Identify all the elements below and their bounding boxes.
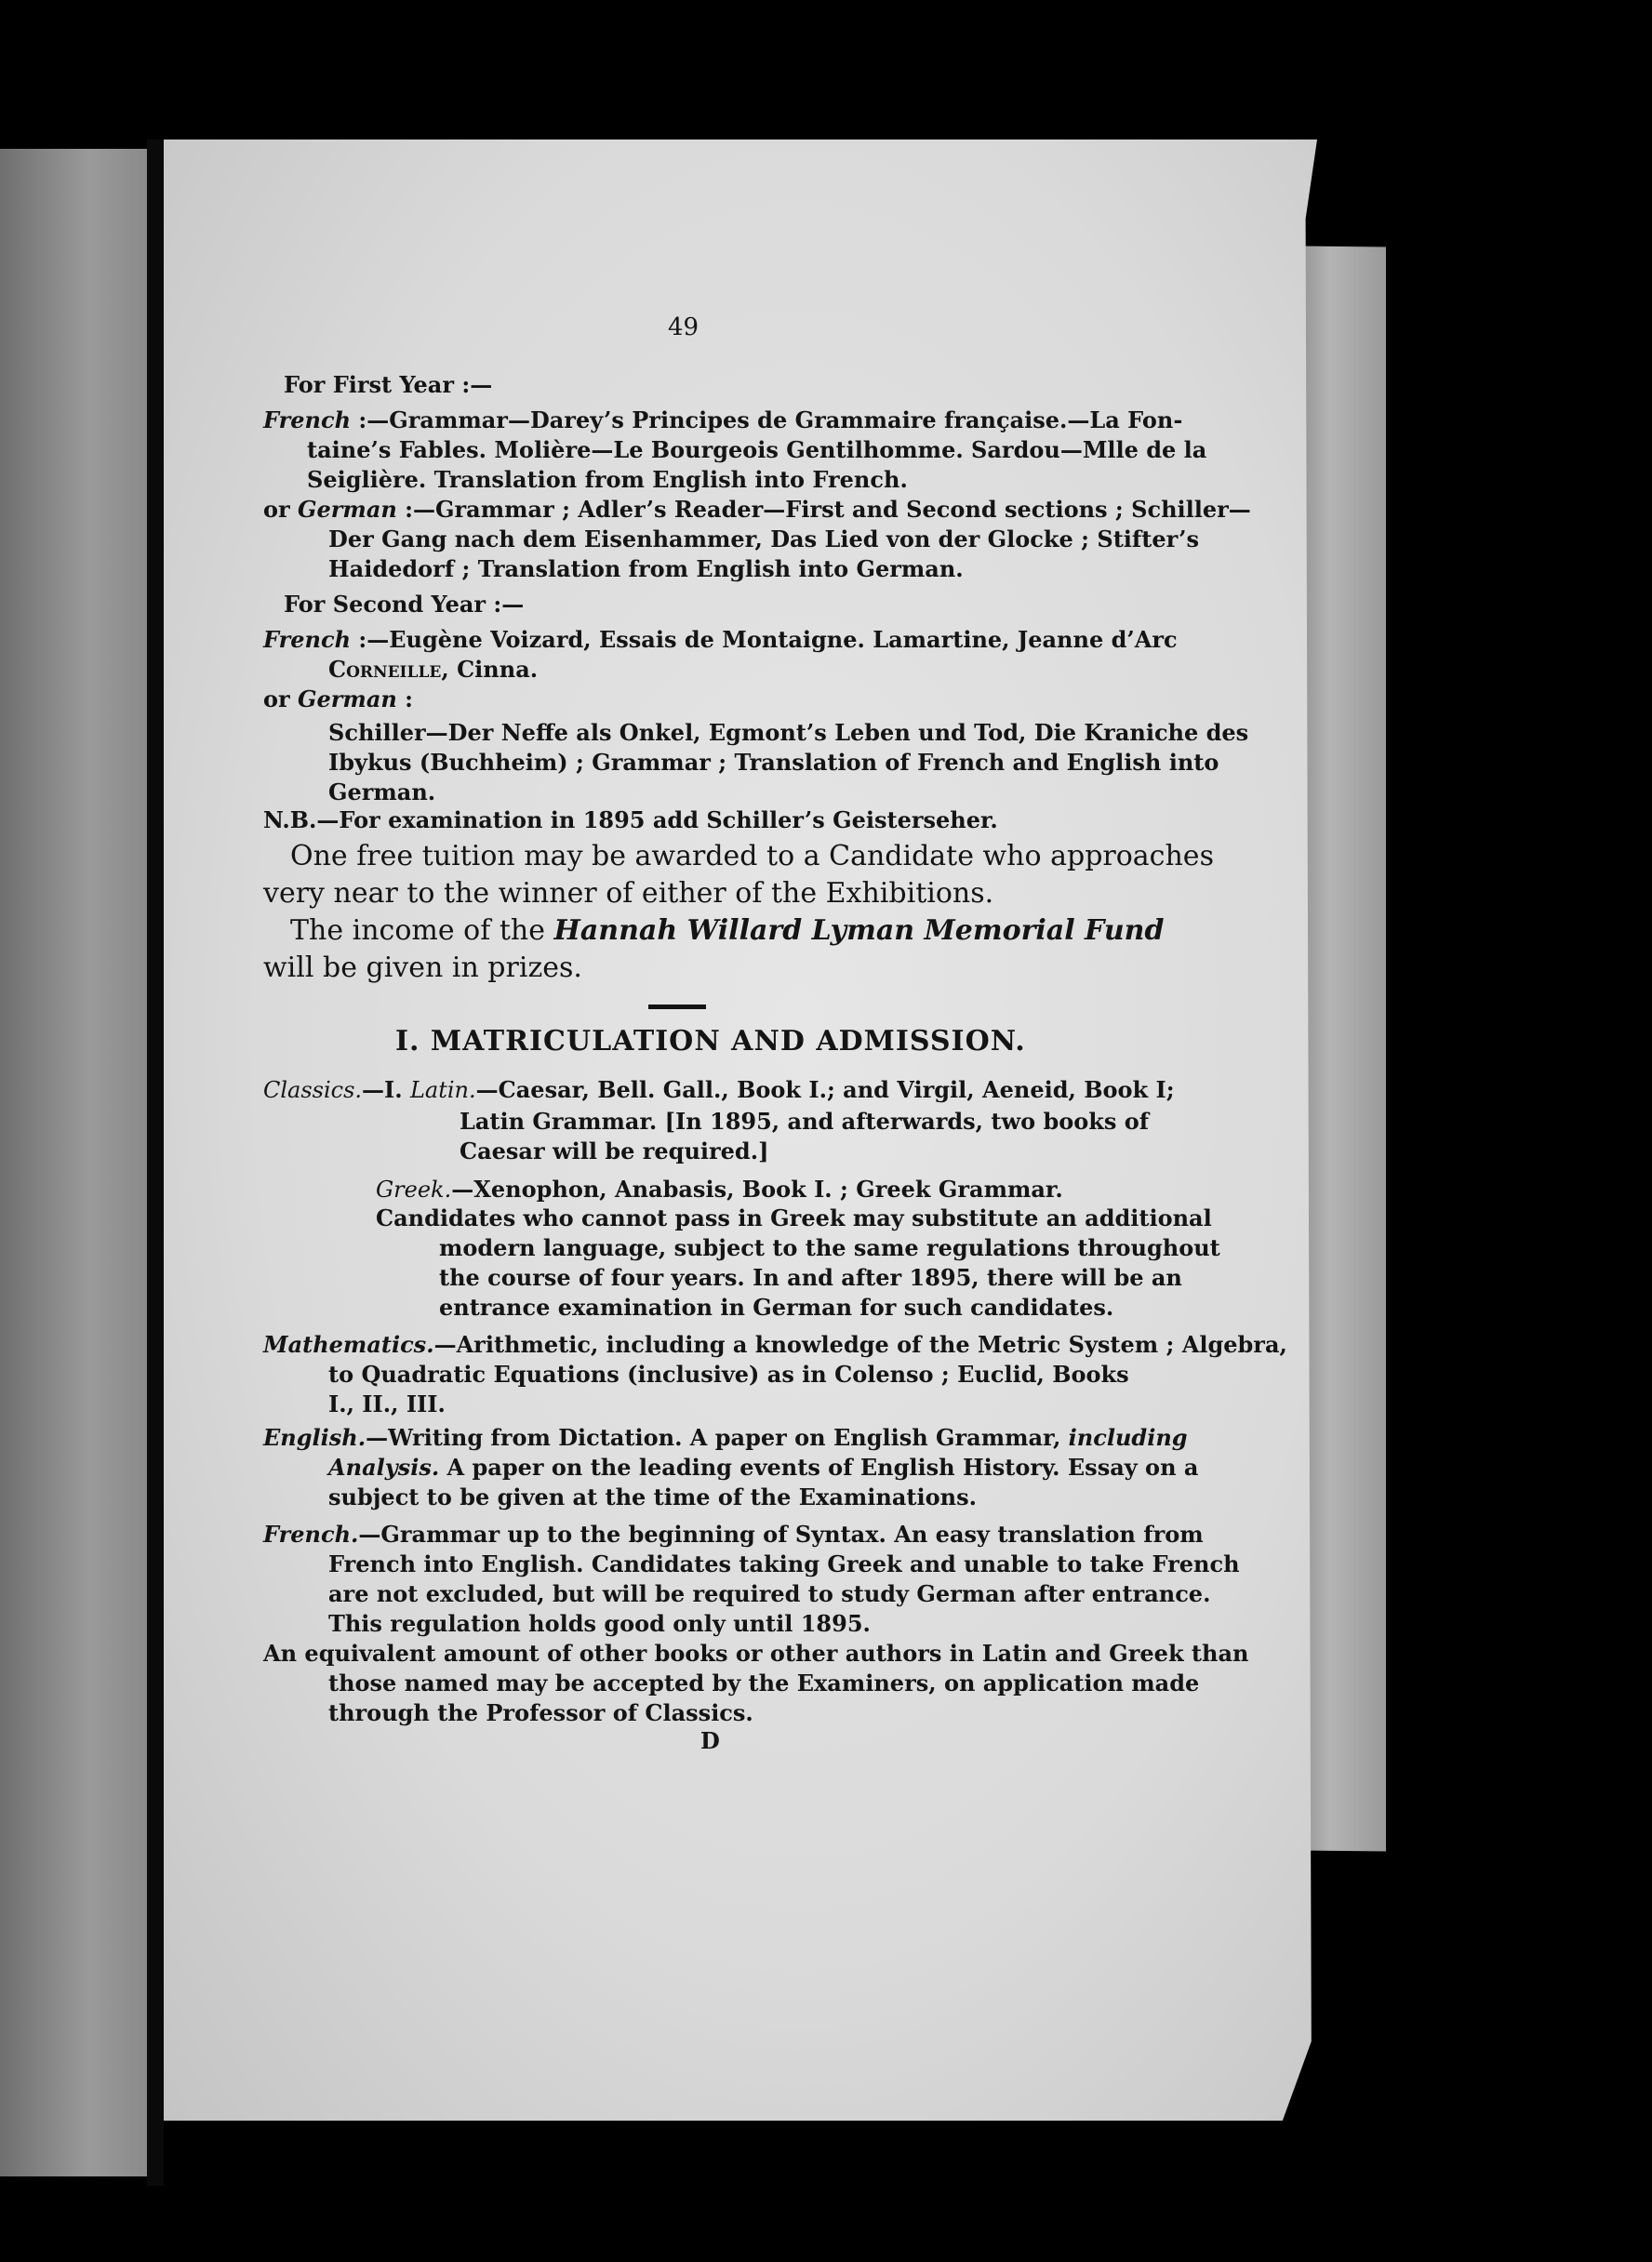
section-divider: [648, 1005, 706, 1009]
second-year-german-line-2: Ibykus (Buchheim) ; Grammar ; Translation of French and English into: [328, 749, 1219, 776]
french-label: French.: [263, 1521, 359, 1548]
nb-note: N.B.—For examination in 1895 add Schiller’s Geisterseher.: [263, 806, 998, 833]
equivalent-line-2: those named may be accepted by the Examiners, on application made: [328, 1670, 1200, 1696]
tuition-line-2: very near to the winner of either of the Exhibitions.: [263, 877, 994, 910]
second-year-german-line-1: Schiller—Der Neffe als Onkel, Egmont’s Leben und Tod, Die Kraniche des: [328, 719, 1249, 746]
math-line-3: I., II., III.: [328, 1390, 446, 1417]
english-line-2: Analysis. A paper on the leading events of English History. Essay on a: [328, 1454, 1199, 1481]
latin-line-2: Latin Grammar. [In 1895, and afterwards, two books of: [460, 1108, 1150, 1135]
classics-label: Classics.: [263, 1077, 363, 1103]
greek-line-2: Candidates who cannot pass in Greek may substitute an additional: [376, 1204, 1212, 1231]
latin-label: Latin.: [409, 1077, 476, 1103]
signature-mark: D: [700, 1727, 720, 1754]
second-year-german-label-line: or German :: [263, 685, 414, 712]
first-year-german-line-2: Der Gang nach dem Eisenhammer, Das Lied von der Glocke ; Stifter’s: [328, 526, 1199, 552]
equivalent-line-1: An equivalent amount of other books or other authors in Latin and Greek than: [263, 1640, 1249, 1667]
first-year-label: For First Year :—: [284, 371, 493, 398]
second-year-german-line-3: German.: [328, 778, 436, 805]
english-label: English.: [263, 1424, 366, 1451]
fund-name: Hannah Willard Lyman Memorial Fund: [553, 914, 1165, 947]
tuition-line-1: One free tuition may be awarded to a Candidate who approaches: [290, 840, 1214, 872]
german-label: German: [298, 685, 397, 712]
first-year-german-line-3: Haidedorf ; Translation from English into German.: [328, 555, 964, 582]
english-line-1: English.—Writing from Dictation. A paper on English Grammar, including: [263, 1424, 1188, 1451]
classics-line-1: Classics.—I. Latin.—Caesar, Bell. Gall., Book I.; and Virgil, Aeneid, Book I;: [263, 1076, 1175, 1103]
french-label: French: [263, 626, 352, 653]
second-year-french-line-1: French :—Eugène Voizard, Essais de Montaigne. Lamartine, Jeanne d’Arc: [263, 626, 1178, 653]
french-line-2: French into English. Candidates taking Greek and unable to take French: [328, 1550, 1240, 1577]
french-line-3: are not excluded, but will be required to study German after entrance.: [328, 1580, 1211, 1607]
french-label: French: [263, 406, 352, 433]
math-line-1: Mathematics.—Arithmetic, including a knowledge of the Metric System ; Algebra,: [263, 1331, 1287, 1358]
first-year-german-line-1: or German :—Grammar ; Adler’s Reader—First and Second sections ; Schiller—: [263, 496, 1251, 523]
second-year-label: For Second Year :—: [284, 591, 525, 618]
french-line-4: This regulation holds good only until 1895.: [328, 1610, 871, 1637]
page-number: 49: [668, 313, 699, 341]
latin-line-3: Caesar will be required.]: [460, 1138, 769, 1164]
greek-line-3: modern language, subject to the same regulations throughout: [439, 1234, 1220, 1261]
french-line-1: French.—Grammar up to the beginning of Syntax. An easy translation from: [263, 1521, 1204, 1548]
fund-line-2: will be given in prizes.: [263, 951, 582, 984]
mathematics-label: Mathematics.: [263, 1331, 434, 1358]
second-year-french-line-2: Corneille, Cinna.: [328, 656, 539, 683]
first-year-french-line-2: taine’s Fables. Molière—Le Bourgeois Gentilhomme. Sardou—Mlle de la: [307, 436, 1207, 463]
first-year-french-line-1: French :—Grammar—Darey’s Principes de Grammaire française.—La Fon-: [263, 406, 1183, 433]
math-line-2: to Quadratic Equations (inclusive) as in Colenso ; Euclid, Books: [328, 1361, 1129, 1388]
fund-line-1: The income of the Hannah Willard Lyman Memorial Fund: [290, 914, 1165, 947]
author-name: Corneille: [328, 656, 442, 683]
german-label: German: [298, 496, 397, 523]
equivalent-line-3: through the Professor of Classics.: [328, 1699, 753, 1726]
section-heading: I. MATRICULATION AND ADMISSION.: [395, 1025, 1026, 1058]
first-year-french-line-3: Seiglière. Translation from English into French.: [307, 466, 908, 493]
greek-line-5: entrance examination in German for such candidates.: [439, 1294, 1114, 1321]
english-line-3: subject to be given at the time of the Examinations.: [328, 1484, 977, 1510]
greek-line-1: Greek.—Xenophon, Anabasis, Book I. ; Greek Grammar.: [376, 1176, 1063, 1203]
greek-line-4: the course of four years. In and after 1895, there will be an: [439, 1264, 1182, 1291]
greek-label: Greek.: [376, 1177, 452, 1203]
